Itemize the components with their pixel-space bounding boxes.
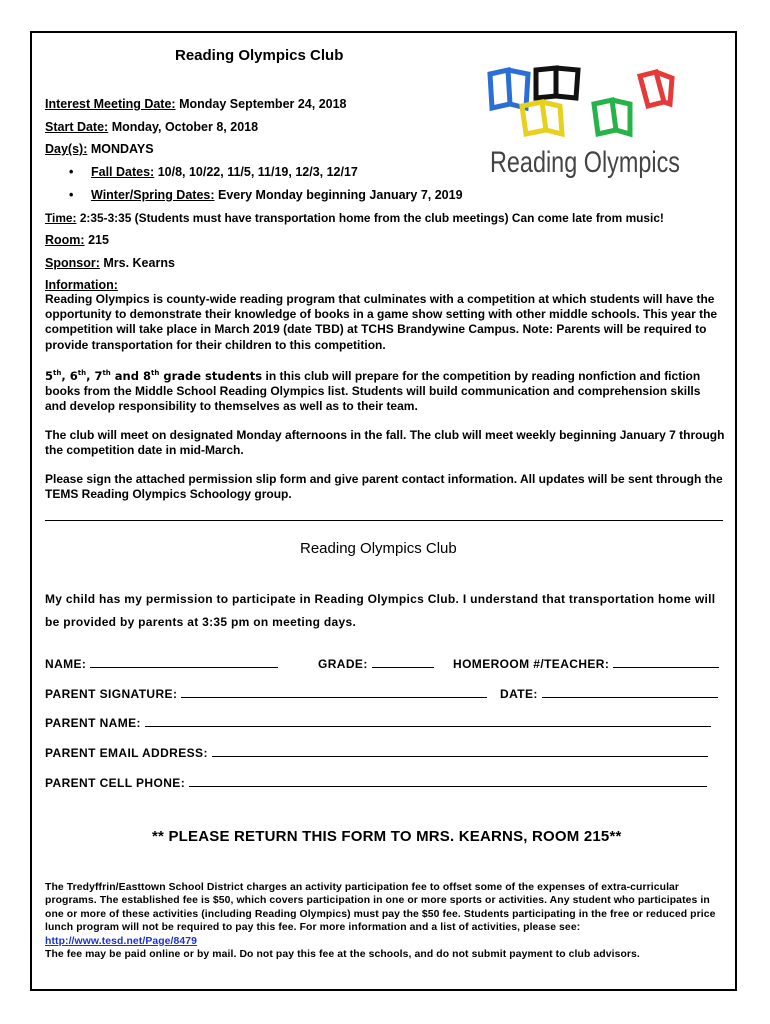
winter-dates-item: • Winter/Spring Dates: Every Monday beginning January 7, 2019 bbox=[91, 188, 463, 203]
info-paragraph-2: 5th, 6th, 7th and 8th grade students in this club will prepare for the competition by reading nonfiction and fiction books from the Middle School Reading Olympics list. Students will build communication and comprehension skills and develop responsibility to themselves as well as to their team. bbox=[45, 368, 701, 414]
reading-olympics-logo bbox=[484, 60, 684, 182]
info-paragraph-3: The club will meet on designated Monday afternoons in the fall. The club will meet weekly beginning January 7 through the competition date in mid-March. bbox=[45, 428, 725, 458]
parent-cell-phone-field[interactable]: PARENT CELL PHONE: bbox=[45, 776, 707, 790]
room-line: Room: 215 bbox=[45, 233, 109, 247]
interest-meeting-line: Interest Meeting Date: Monday September 24, 2018 bbox=[45, 97, 347, 111]
parent-signature-field[interactable]: PARENT SIGNATURE: bbox=[45, 687, 487, 701]
parent-email-field[interactable]: PARENT EMAIL ADDRESS: bbox=[45, 746, 708, 760]
logo-wordmark: Reading Olympics bbox=[490, 146, 680, 179]
cut-line-divider bbox=[45, 520, 723, 521]
time-line: Time: 2:35-3:35 (Students must have transportation home from the club meetings) Can come late from music! bbox=[45, 211, 664, 225]
fall-dates-item: • Fall Dates: 10/8, 10/22, 11/5, 11/19, 12/3, 12/17 bbox=[91, 165, 358, 180]
fee-info-link[interactable]: http://www.tesd.net/Page/8479 bbox=[45, 935, 198, 947]
information-heading: Information: bbox=[45, 278, 118, 292]
parent-name-field[interactable]: PARENT NAME: bbox=[45, 716, 711, 730]
sponsor-line: Sponsor: Mrs. Kearns bbox=[45, 256, 175, 270]
date-field[interactable]: DATE: bbox=[500, 687, 718, 701]
slip-title: Reading Olympics Club bbox=[300, 540, 457, 557]
info-paragraph-1: Reading Olympics is county-wide reading program that culminates with a competition at which students will have the opportunity to demonstrate their knowledge of books in a game show setting with other middle schools. This year the competition will take place in March 2019 (date TBD) at TCHS Brandywine Campus. Note: Parents will be required to provide transportation for their children to this competition. bbox=[45, 292, 718, 352]
homeroom-teacher-field[interactable]: HOMEROOM #/TEACHER: bbox=[453, 657, 719, 671]
days-line: Day(s): MONDAYS bbox=[45, 142, 154, 156]
grade-field[interactable]: GRADE: bbox=[318, 657, 434, 671]
books-icon bbox=[490, 68, 672, 134]
start-date-line: Start Date: Monday, October 8, 2018 bbox=[45, 120, 259, 134]
fee-notice: The Tredyffrin/Easttown School District charges an activity participation fee to offset some of the expenses of extra-curricular programs. The established fee is $50, which covers participation in one or more sports or activities. Any student who participates in one or more of these activities (including Reading Olympics) must pay the $50 fee. Students participating in the free or reduced price lunch program will not be required to pay this fee. For more information and a list of activities, please see: http://www.tesd.net/Page/8479 The fee may be paid online or by mail. Do not pay this fee at the schools, and do not submit payment to club advisors. bbox=[45, 882, 716, 961]
page-title: Reading Olympics Club bbox=[175, 47, 344, 64]
name-field[interactable]: NAME: bbox=[45, 657, 278, 671]
info-paragraph-4: Please sign the attached permission slip form and give parent contact information. All updates will be sent through the TEMS Reading Olympics Schoology group. bbox=[45, 472, 723, 502]
slip-permission-text: My child has my permission to participate in Reading Olympics Club. I understand that transportation home will be provided by parents at 3:35 pm on meeting days. bbox=[45, 592, 716, 629]
return-instruction: ** PLEASE RETURN THIS FORM TO MRS. KEARNS, ROOM 215** bbox=[152, 828, 622, 845]
